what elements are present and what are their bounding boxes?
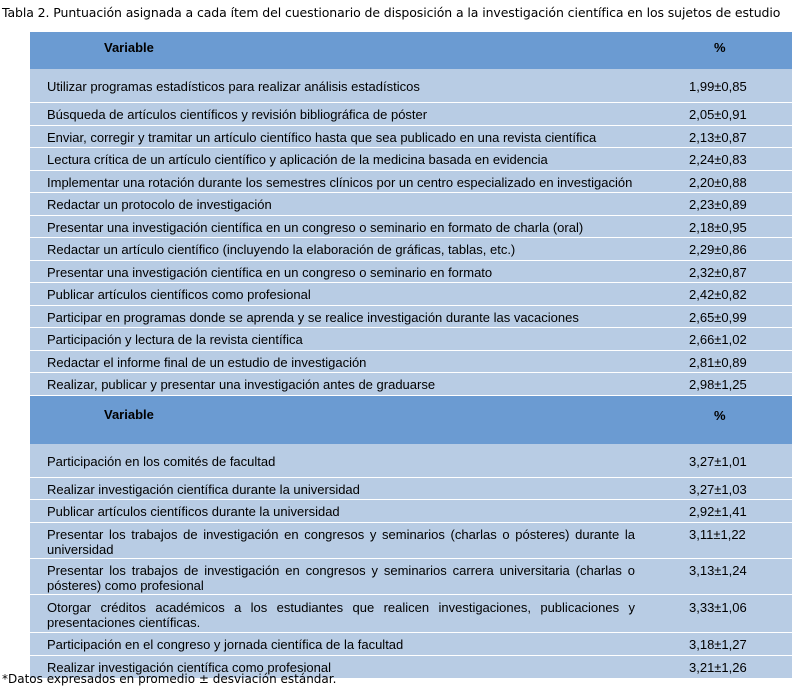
row-variable: Participar en programas donde se aprenda y se realice investigación durante las vacaciones	[47, 310, 579, 325]
header-variable: Variable	[104, 40, 154, 55]
row-variable	[47, 563, 635, 593]
row-value: 2,98±1,25	[689, 377, 747, 392]
table-row	[30, 633, 792, 656]
row-variable: Publicar artículos científicos durante la universidad	[47, 504, 340, 519]
header-variable: Variable	[104, 407, 154, 422]
row-value: 2,24±0,83	[689, 152, 747, 167]
table-row	[30, 500, 792, 523]
row-variable	[47, 600, 635, 630]
row-variable: Redactar un protocolo de investigación	[47, 197, 272, 212]
row-variable: Participación en el congreso y jornada científica de la facultad	[47, 637, 404, 652]
table-row	[30, 216, 792, 238]
row-variable: Realizar investigación científica como profesional	[47, 660, 331, 675]
footnote: *Datos expresados en promedio ± desviación estándar.	[2, 672, 337, 686]
table-row	[30, 103, 792, 126]
row-value: 2,81±0,89	[689, 355, 747, 370]
row-variable: Presentar una investigación científica en un congreso o seminario en formato de charla (oral)	[47, 220, 584, 235]
row-variable: Redactar el informe final de un estudio de investigación	[47, 355, 367, 370]
row-variable: Lectura crítica de un artículo científico y aplicación de la medicina basada en evidencia	[47, 152, 548, 167]
row-variable: Búsqueda de artículos científicos y revisión bibliográfica de póster	[47, 107, 428, 122]
row-value: 2,42±0,82	[689, 287, 747, 302]
row-variable-line1: Presentar los trabajos de investigación en congresos y seminarios carrera universitaria (charlas o	[47, 563, 635, 578]
row-value: 3,13±1,24	[689, 563, 747, 578]
row-value: 3,18±1,27	[689, 637, 747, 652]
row-value: 3,33±1,06	[689, 600, 747, 615]
table-row	[30, 283, 792, 306]
table-row	[30, 306, 792, 328]
table-row	[30, 444, 792, 478]
row-value: 3,27±1,01	[689, 454, 747, 469]
row-variable: Enviar, corregir y tramitar un artículo científico hasta que sea publicado en una revista científica	[47, 130, 597, 145]
row-variable: Presentar una investigación científica en un congreso o seminario en formato	[47, 265, 493, 280]
table-row	[30, 373, 792, 396]
row-value: 2,13±0,87	[689, 130, 747, 145]
row-variable-line2: presentaciones científicas.	[47, 615, 201, 630]
row-value: 2,20±0,88	[689, 175, 747, 190]
row-variable-line2: pósteres) como profesional	[47, 578, 204, 593]
row-value: 3,21±1,26	[689, 660, 747, 675]
table-row	[30, 523, 792, 559]
row-variable: Publicar artículos científicos como profesional	[47, 287, 311, 302]
row-value: 2,66±1,02	[689, 332, 747, 347]
table-row	[30, 351, 792, 373]
table-caption	[2, 5, 780, 20]
row-variable-line2: universidad	[47, 542, 114, 557]
table-row	[30, 559, 792, 595]
row-variable: Realizar investigación científica durante la universidad	[47, 482, 360, 497]
table-row	[30, 148, 792, 171]
table-header-1	[30, 32, 792, 69]
row-variable: Implementar una rotación durante los semestres clínicos por un centro especializado en investigación	[47, 175, 633, 190]
header-percent: %	[714, 408, 726, 423]
row-value: 1,99±0,85	[689, 79, 747, 94]
table-title: Puntuación asignada a cada ítem del cuestionario de disposición a la investigación científica en los sujetos de estudio	[53, 5, 781, 20]
row-variable: Utilizar programas estadísticos para realizar análisis estadísticos	[47, 79, 420, 94]
table-row	[30, 126, 792, 148]
row-value: 2,18±0,95	[689, 220, 747, 235]
table-row	[30, 328, 792, 351]
table-row	[30, 69, 792, 103]
table-row	[30, 478, 792, 500]
row-value: 2,92±1,41	[689, 504, 747, 519]
row-value: 3,11±1,22	[689, 527, 746, 542]
table-row	[30, 261, 792, 283]
row-value: 3,27±1,03	[689, 482, 747, 497]
row-variable-line1: Otorgar créditos académicos a los estudiantes que realicen investigaciones, publicaciones y	[47, 600, 635, 615]
row-variable: Participación en los comités de facultad	[47, 454, 276, 469]
row-value: 2,23±0,89	[689, 197, 747, 212]
table-label: Tabla 2.	[2, 5, 50, 20]
row-variable-line1: Presentar los trabajos de investigación en congresos y seminarios (charlas o pósteres) durante la	[47, 527, 635, 542]
table-header-2	[30, 396, 792, 444]
row-value: 2,05±0,91	[689, 107, 747, 122]
table-row	[30, 595, 792, 633]
row-variable: Realizar, publicar y presentar una investigación antes de graduarse	[47, 377, 436, 392]
row-variable	[47, 527, 635, 557]
data-table	[30, 32, 792, 679]
table-row	[30, 238, 792, 261]
row-value: 2,32±0,87	[689, 265, 747, 280]
row-value: 2,65±0,99	[689, 310, 747, 325]
row-value: 2,29±0,86	[689, 242, 747, 257]
header-percent: %	[714, 40, 726, 55]
row-variable: Participación y lectura de la revista científica	[47, 332, 303, 347]
table-row	[30, 171, 792, 193]
table-row	[30, 193, 792, 216]
row-variable: Redactar un artículo científico (incluyendo la elaboración de gráficas, tablas, etc.)	[47, 242, 516, 257]
